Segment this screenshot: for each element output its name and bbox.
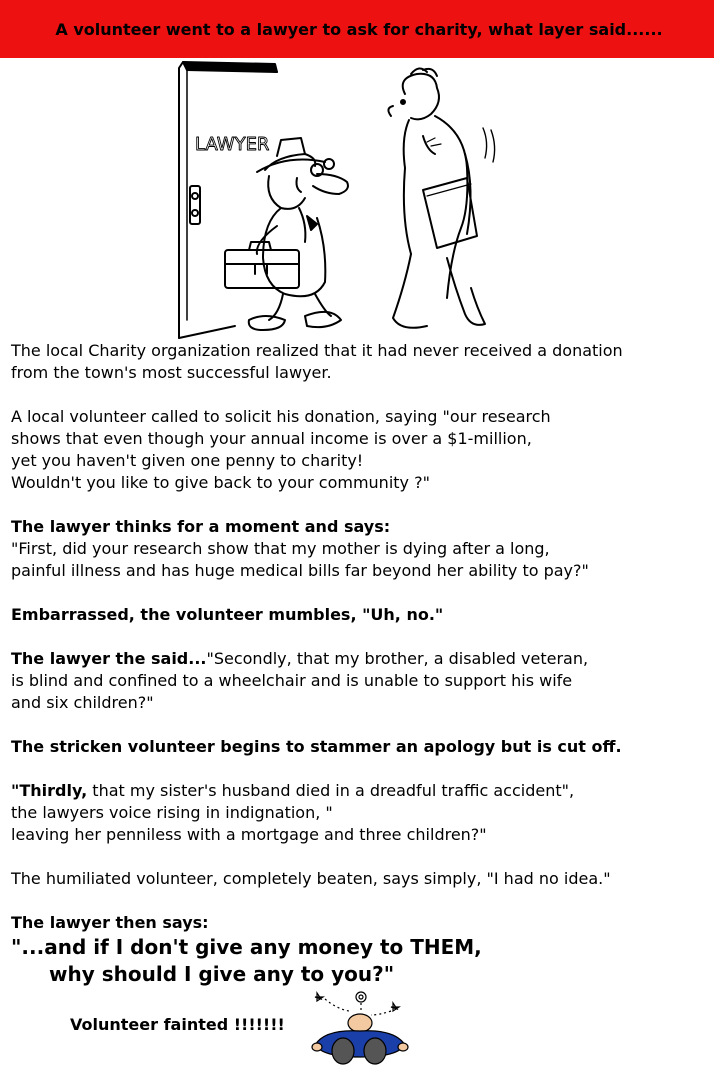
story-line: painful illness and has huge medical bills far beyond her ability to pay?"	[11, 561, 589, 580]
punchline: why should I give any to you?"	[49, 962, 395, 986]
lawyer-body	[263, 208, 325, 296]
lawyer-hat	[265, 154, 315, 170]
story-line: Wouldn't you like to give back to your community ?"	[11, 473, 430, 492]
story-line: "First, did your research show that my mother is dying after a long,	[11, 539, 550, 558]
dizzy-star-icon	[391, 1003, 399, 1011]
volunteer-leg	[393, 254, 427, 328]
story-line: The humiliated volunteer, completely beaten, says simply, "I had no idea."	[11, 869, 611, 888]
header-title: A volunteer went to a lawyer to ask for charity, what layer said......	[55, 19, 663, 39]
fainted-body	[315, 1031, 405, 1057]
door-floor	[179, 326, 235, 338]
volunteer-body	[404, 120, 411, 254]
story-line: is blind and confined to a wheelchair and is unable to support his wife	[11, 671, 573, 690]
lawyer-cartoon-illustration	[165, 58, 505, 340]
story-line: A local volunteer called to solicit his donation, saying "our research	[11, 407, 551, 426]
story-heading: The lawyer then says:	[11, 913, 209, 932]
story-text	[11, 340, 711, 988]
story-line-rest: "Secondly, that my brother, a disabled veteran,	[206, 649, 589, 668]
door-top	[183, 62, 277, 72]
story-line: and six children?"	[11, 693, 154, 712]
dizzy-swirl-icon	[356, 992, 366, 1002]
story-line: yet you haven't given one penny to charity!	[11, 451, 364, 470]
story-line	[11, 648, 711, 670]
door-sign-text: LAWYER	[195, 134, 270, 155]
briefcase	[225, 250, 299, 288]
story-bold-lead: "Thirdly,	[11, 781, 88, 800]
story-line: from the town's most successful lawyer.	[11, 363, 332, 382]
lawyer-head	[268, 176, 305, 209]
story-line: The local Charity organization realized that it had never received a donation	[11, 341, 623, 360]
fainted-shoe	[364, 1038, 386, 1064]
volunteer-head	[403, 74, 439, 120]
story-heading: Embarrassed, the volunteer mumbles, "Uh, no."	[11, 605, 444, 624]
door-frame	[179, 62, 277, 338]
header-banner	[0, 0, 714, 58]
fainted-head	[348, 1014, 372, 1032]
fainted-shoe	[332, 1038, 354, 1064]
story-line	[11, 780, 711, 802]
dizzy-star-icon	[315, 993, 323, 1001]
story-heading: The lawyer thinks for a moment and says:	[11, 517, 391, 536]
story-line: shows that even though your annual income is over a $1-million,	[11, 429, 532, 448]
story-line: the lawyers voice rising in indignation, "	[11, 803, 333, 822]
door-handle	[190, 186, 200, 224]
story-line-rest: that my sister's husband died in a dreadful traffic accident",	[87, 781, 575, 800]
punchline: "...and if I don't give any money to THEM,	[11, 935, 482, 959]
lawyer-shoe	[249, 316, 285, 330]
story-line: leaving her penniless with a mortgage and three children?"	[11, 825, 487, 844]
story-bold-lead: The lawyer the said...	[11, 649, 207, 668]
fainted-caption: Volunteer fainted !!!!!!!	[70, 1015, 285, 1034]
story-heading: The stricken volunteer begins to stammer an apology but is cut off.	[11, 737, 622, 756]
fainted-volunteer-icon	[305, 985, 415, 1070]
